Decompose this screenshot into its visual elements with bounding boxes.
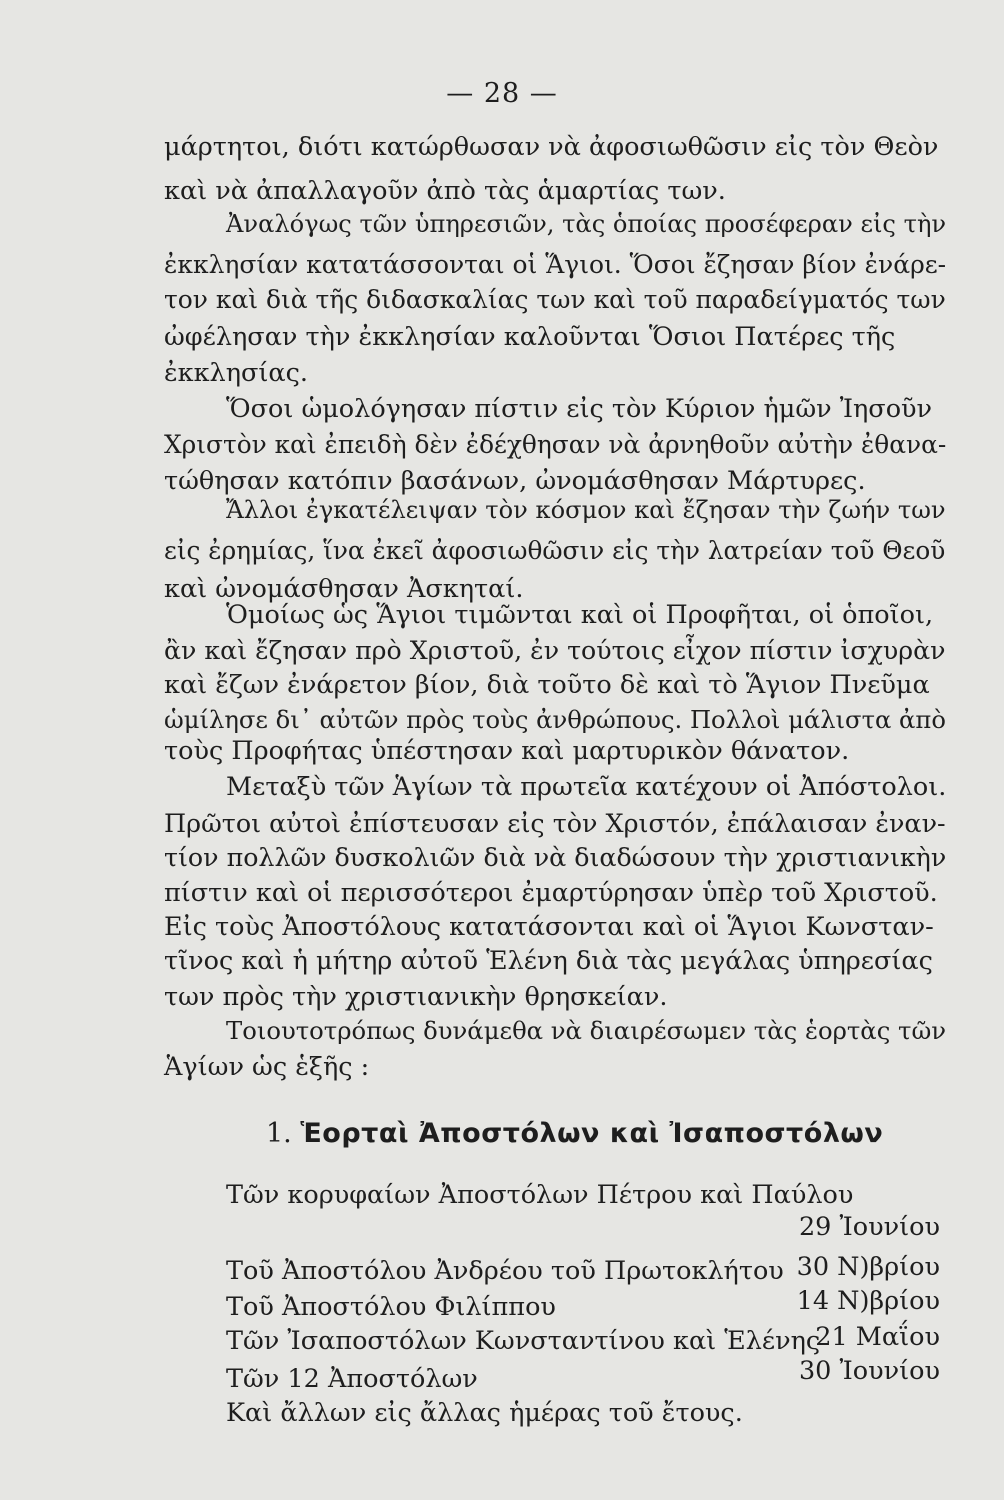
feast-date: 30 Ἰουνίου [798,1356,940,1386]
text-line: Ἄλλοι ἐγκατέλειψαν τὸν κόσμον καὶ ἔζησαν τὴν ζωήν των [226,496,946,524]
text-line: Ὁμοίως ὡς Ἅγιοι τιμῶνται καὶ οἱ Προφῆται, οἱ ὁποῖοι, [226,600,934,630]
text-line: Ὅσοι ὡμολόγησαν πίστιν εἰς τὸν Κύριον ἡμῶν Ἰησοῦν [226,394,933,424]
section-heading [266,1118,883,1149]
text-line: Ἁγίων ὡς ἑξῆς : [164,1052,370,1082]
text-line: Πρῶτοι αὐτοὶ ἐπίστευσαν εἰς τὸν Χριστόν, ἐπάλαισαν ἐναν- [164,808,946,838]
text-line: τίον πολλῶν δυσκολιῶν διὰ νὰ διαδώσουν τὴν χριστιανικὴν [164,843,947,872]
feast-name: Τοῦ Ἀποστόλου Φιλίππου [226,1292,556,1322]
text-line: καὶ ἔζων ἐνάρετον βίον, διὰ τοῦτο δὲ καὶ τὸ Ἅγιον Πνεῦμα [164,670,930,700]
feast-name: Τῶν κορυφαίων Ἀποστόλων Πέτρου καὶ Παύλου [226,1180,854,1210]
text-line: ὡμίλησε δι᾽ αὐτῶν πρὸς τοὺς ἀνθρώπους. Πολλοὶ μάλιστα ἀπὸ [164,706,946,734]
text-line: Εἰς τοὺς Ἀποστόλους κατατάσονται καὶ οἱ Ἅγιοι Κωνσταν- [164,912,934,942]
feast-name: Τῶν Ἰσαποστόλων Κωνσταντίνου καὶ Ἑλένης [226,1326,821,1356]
text-line: Τοιουτοτρόπως δυνάμεθα νὰ διαιρέσωμεν τὰς ἑορτὰς τῶν [226,1016,947,1045]
page-number: — 28 — [446,78,558,109]
feast-date: 21 Μαΐου [815,1322,940,1352]
feast-date: 30 Ν)βρίου [796,1252,940,1282]
text-line: ἐκκλησίας. [164,358,309,388]
text-line: καὶ ὠνομάσθησαν Ἀσκηταί. [164,574,524,604]
text-line: τον καὶ διὰ τῆς διδασκαλίας των καὶ τοῦ παραδείγματός των [164,285,946,314]
text-line: Χριστὸν καὶ ἐπειδὴ δὲν ἐδέχθησαν νὰ ἀρνηθοῦν αὐτὴν ἐθανα- [164,430,947,459]
text-line: των πρὸς τὴν χριστιανικὴν θρησκείαν. [164,982,668,1012]
feast-name: Τοῦ Ἀποστόλου Ἀνδρέου τοῦ Πρωτοκλήτου [226,1256,784,1286]
text-line: τῖνος καὶ ἡ μήτηρ αὐτοῦ Ἑλένη διὰ τὰς μεγάλας ὑπηρεσίας [164,946,933,976]
feast-date: 29 Ἰουνίου [798,1212,940,1242]
text-line: Ἀναλόγως τῶν ὑπηρεσιῶν, τὰς ὁποίας προσέφεραν εἰς τὴν [226,210,947,238]
text-line: ἐκκλησίαν κατατάσσονται οἱ Ἅγιοι. Ὅσοι ἔζησαν βίον ἐνάρε- [164,250,947,279]
text-line: καὶ νὰ ἀπαλλαγοῦν ἀπὸ τὰς ἁμαρτίας των. [164,176,726,206]
section-number: 1. [266,1118,292,1149]
text-line: τοὺς Προφήτας ὑπέστησαν καὶ μαρτυρικὸν θάνατον. [164,736,850,766]
section-title: Ἑορταὶ Ἀποστόλων καὶ Ἰσαποστόλων [300,1118,884,1149]
text-line: εἰς ἐρημίας, ἵνα ἐκεῖ ἀφοσιωθῶσιν εἰς τὴν λατρείαν τοῦ Θεοῦ [164,536,946,565]
text-line: μάρτητοι, διότι κατώρθωσαν νὰ ἀφοσιωθῶσιν εἰς τὸν Θεὸν [164,132,939,162]
text-line: ὠφέλησαν τὴν ἐκκλησίαν καλοῦνται Ὅσιοι Πατέρες τῆς [164,322,896,352]
feast-date: 14 Ν)βρίου [796,1286,940,1316]
text-line: ἂν καὶ ἔζησαν πρὸ Χριστοῦ, ἐν τούτοις εἶχον πίστιν ἰσχυρὰν [164,636,946,665]
text-line: πίστιν καὶ οἱ περισσότεροι ἐμαρτύρησαν ὑπὲρ τοῦ Χριστοῦ. [164,878,938,908]
text-line: Μεταξὺ τῶν Ἁγίων τὰ πρωτεῖα κατέχουν οἱ Ἀπόστολοι. [226,772,947,802]
feast-name: Τῶν 12 Ἀποστόλων [226,1364,478,1394]
text-line: τώθησαν κατόπιν βασάνων, ὠνομάσθησαν Μάρτυρες. [164,466,866,496]
closing-line: Καὶ ἄλλων εἰς ἄλλας ἡμέρας τοῦ ἔτους. [226,1398,743,1428]
